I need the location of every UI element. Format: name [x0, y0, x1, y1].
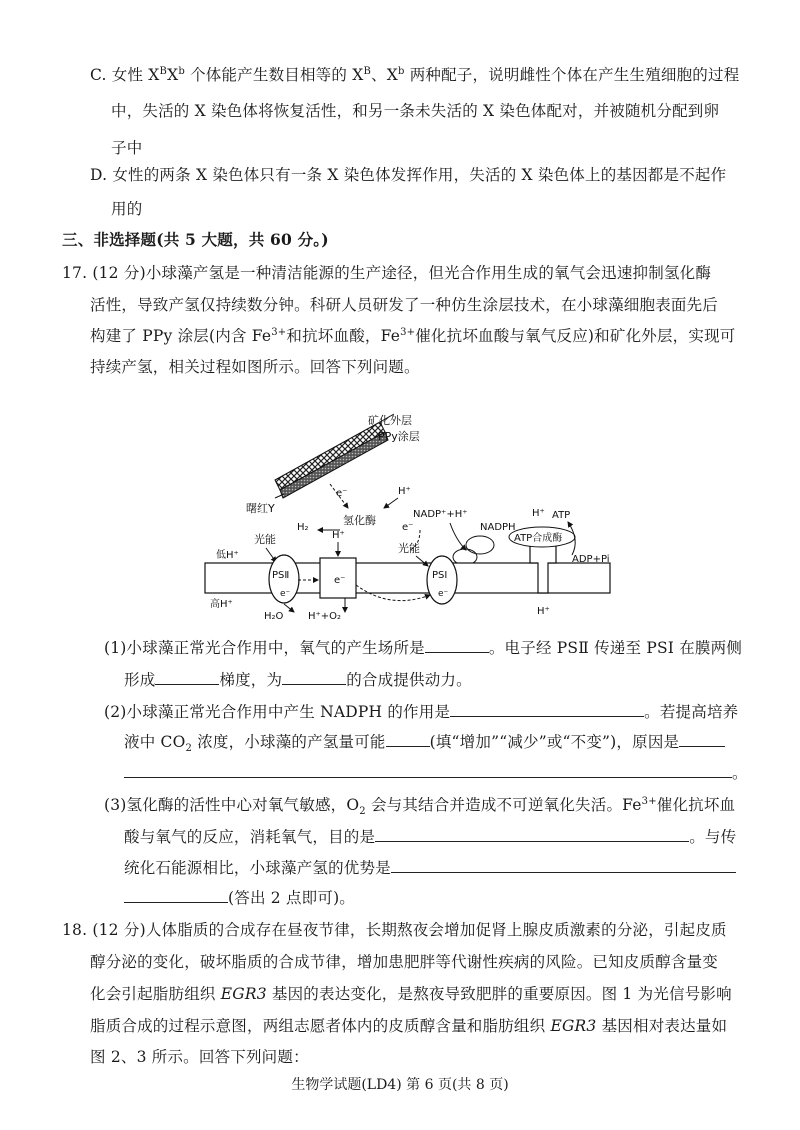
q18-line-5: 图 2、3 所示。回答下列问题： — [90, 1048, 309, 1066]
option-d-line-1: D. 女性的两条 X 染色体只有一条 X 染色体发挥作用，失活的 X 染色体上的基因都是不起作 — [90, 166, 727, 184]
option-c-line-2: 中，失活的 X 染色体将恢复活性，和另一条未失活的 X 染色体配对，并被随机分配到卵 — [111, 102, 720, 120]
label-light-1: 光能 — [254, 533, 276, 546]
answer-blank[interactable] — [450, 700, 644, 717]
label-psi: PSⅠ — [432, 570, 448, 581]
q17-p1-line-1: (1)小球藻正常光合作用中，氧气的产生场所是 。电子经 PSⅡ 传递至 PSⅠ 在膜两侧 — [104, 636, 742, 659]
label-psii: PSⅡ — [272, 570, 290, 581]
label-nadph: NADPH — [480, 522, 516, 533]
option-d-line-2: 用的 — [111, 200, 143, 218]
answer-blank[interactable] — [124, 761, 732, 778]
label-atp: ATP — [552, 510, 571, 521]
label-electron-1: e⁻ — [336, 488, 348, 499]
q18-line-1: 18. (12 分)人体脂质的合成存在昼夜节律，长期熬夜会增加促肾上腺皮质激素的分泌，引起皮质 — [62, 921, 727, 939]
label-atp-synthase: ATP合成酶 — [514, 533, 563, 544]
q17-p3-line-4: (答出 2 点即可)。 — [124, 886, 355, 909]
answer-blank[interactable] — [155, 668, 219, 685]
answer-blank[interactable] — [386, 730, 430, 747]
label-mineral-layer: 矿化外层 — [368, 414, 412, 427]
label-low-hplus: 低H⁺ — [216, 550, 239, 561]
label-hplus-o2: H⁺+O₂ — [308, 611, 342, 620]
q17-line-2: 活性，导致产氢仅持续数分钟。科研人员研发了一种仿生涂层技术，在小球藻细胞表面先后 — [90, 296, 719, 314]
label-adp-pi: ADP+Pi — [572, 554, 610, 565]
q17-line-4: 持续产氢，相关过程如图所示。回答下列问题。 — [90, 358, 420, 376]
label-electron-psii: e⁻ — [280, 589, 291, 599]
q17-p2-line-2: 液中 $CO_2$ 浓度，小球藻的产氢量可能 (填“增加”“减少”或“不变”)，原因是 — [124, 730, 725, 753]
answer-blank[interactable] — [679, 730, 725, 747]
page-footer: 生物学试题(LD4) 第 6 页(共 8 页) — [291, 1077, 509, 1093]
photosynthesis-diagram — [180, 380, 630, 620]
label-nadp: NADP⁺+H⁺ — [413, 509, 468, 520]
label-hplus-bottom: H⁺ — [537, 606, 550, 617]
label-hplus-cyt: H⁺ — [332, 530, 345, 541]
answer-blank[interactable] — [375, 825, 689, 842]
answer-blank[interactable] — [124, 886, 228, 903]
label-hplus-atp: H⁺ — [532, 508, 545, 519]
label-electron-psi: e⁻ — [438, 589, 449, 599]
q18-line-4: 脂质合成的过程示意图，两组志愿者体内的皮质醇含量和脂肪组织 EGR3 基因相对表达量如 — [90, 1017, 728, 1035]
q18-line-2: 醇分泌的变化，破坏脂质的合成节律，增加患肥胖等代谢性疾病的风险。已知皮质醇含量变 — [90, 953, 719, 971]
label-ppy-layer: PPy涂层 — [378, 430, 420, 443]
q17-p2-line-1: (2)小球藻正常光合作用中产生 NADPH 的作用是 。若提高培养 — [104, 700, 738, 723]
option-c-line-1: C. 女性 $X^BX^b$ 个体能产生数目相等的 $X^B$、$X^b$ 两种配子，说明雌性个体在产生生殖细胞的过程 — [90, 65, 740, 84]
thylakoid-membrane — [205, 563, 610, 593]
q17-p3-line-2: 酸与氧气的反应，消耗氧气，目的是 。与传 — [124, 825, 736, 848]
label-hydrogenase: 氢化酶 — [343, 514, 376, 527]
q17-p3-line-1: (3)氢化酶的活性中心对氧气敏感，$O_2$ 会与其结合并造成不可逆氧化失活。$Fe^{3+}$催化抗坏血 — [104, 795, 736, 818]
label-electron-2: e⁻ — [402, 522, 414, 533]
q17-p1-line-2: 形成 梯度，为 的合成提供动力。 — [124, 668, 472, 691]
label-high-hplus: 高H⁺ — [210, 599, 233, 610]
answer-blank[interactable] — [425, 636, 489, 653]
q17-p3-line-3: 统化石能源相比，小球藻产氢的优势是 — [124, 856, 736, 879]
label-eosin-y: 曙红Y — [246, 502, 275, 515]
label-h2: H₂ — [297, 522, 309, 533]
q17-line-1: 17. (12 分)小球藻产氢是一种清洁能源的生产途径，但光合作用生成的氧气会迅速抑制氢化酶 — [62, 264, 712, 282]
label-electron-cyt: e⁻ — [334, 575, 346, 586]
q17-p2-line-3: 。 — [124, 761, 748, 784]
label-light-2: 光能 — [398, 542, 420, 555]
section-3-heading: 三、非选择题(共 5 大题，共 60 分。) — [62, 230, 329, 249]
q18-line-3: 化会引起脂肪组织 EGR3 基因的表达变化，是熬夜导致肥胖的重要原因。图 1 为光信号影响 — [90, 985, 732, 1003]
label-hplus-top: H⁺ — [398, 486, 411, 497]
answer-blank[interactable] — [391, 856, 736, 873]
q17-line-3: 构建了 PPy 涂层(内含 $Fe^{3+}$和抗坏血酸，$Fe^{3+}$催化抗坏血酸与氧气反应)和矿化外层，实现可 — [90, 326, 736, 345]
option-c-line-3: 子中 — [111, 139, 143, 157]
answer-blank[interactable] — [282, 668, 346, 685]
label-h2o: H₂O — [264, 611, 284, 620]
